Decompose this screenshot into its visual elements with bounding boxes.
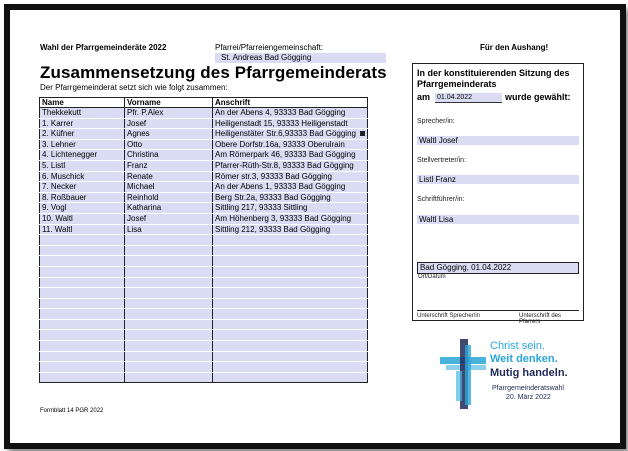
- table-row-empty: [40, 362, 368, 373]
- cell-anschrift[interactable]: An der Abens 4, 93333 Bad Gögging: [213, 108, 368, 119]
- cell-vorname[interactable]: Reinhold: [125, 192, 213, 203]
- table-row: [40, 203, 368, 214]
- cell-vorname[interactable]: [125, 277, 213, 288]
- table-row: [40, 224, 368, 235]
- cell-vorname[interactable]: [125, 298, 213, 309]
- cell-anschrift[interactable]: [213, 277, 368, 288]
- stellvertreter-field[interactable]: Listl Franz: [417, 175, 579, 184]
- cell-anschrift[interactable]: Pfarrer-Rüth-Str.8, 93333 Bad Gögging: [213, 160, 368, 171]
- box-elected-label: wurde gewählt:: [505, 92, 571, 102]
- table-row-empty: [40, 351, 368, 362]
- column-header-name: Name: [40, 98, 125, 108]
- cell-name[interactable]: [40, 372, 125, 383]
- table-header-row: [40, 98, 368, 108]
- page-subtitle: Der Pfarrgemeinderat setzt sich wie folgt zusammen:: [40, 83, 228, 92]
- members-table: [39, 97, 368, 383]
- cell-vorname[interactable]: Renate: [125, 171, 213, 182]
- table-row: [40, 171, 368, 182]
- cell-anschrift[interactable]: Obere Dorfstr.16a, 93333 Oberulrain: [213, 139, 368, 150]
- table-row-empty: [40, 256, 368, 267]
- overflow-marker-icon: [360, 131, 365, 136]
- cell-anschrift[interactable]: [213, 245, 368, 256]
- box-heading: In der konstituierenden Sitzung des Pfarrgemeinderats: [417, 68, 570, 89]
- column-header-anschrift: Anschrift: [213, 98, 368, 108]
- table-row: [40, 118, 368, 129]
- cell-vorname[interactable]: Agnes: [125, 129, 213, 140]
- logo-election-date: 20. März 2022: [506, 394, 551, 401]
- cell-vorname[interactable]: [125, 288, 213, 299]
- cell-name[interactable]: Thekkekutt: [40, 108, 125, 119]
- cell-anschrift[interactable]: Am Römerpark 46, 93333 Bad Gögging: [213, 150, 368, 161]
- cell-vorname[interactable]: [125, 372, 213, 383]
- cell-vorname[interactable]: Franz: [125, 160, 213, 171]
- table-row-empty: [40, 330, 368, 341]
- cell-anschrift[interactable]: Heiligenstadt 15, 93333 Heiligenstadt: [213, 118, 368, 129]
- parish-label: Pfarrei/Pfarreiengemeinschaft:: [215, 43, 324, 52]
- cell-anschrift[interactable]: [213, 235, 368, 246]
- cell-name[interactable]: 5. Listl: [40, 160, 125, 171]
- parish-field[interactable]: St. Andreas Bad Gögging: [215, 53, 386, 63]
- form-page: [10, 10, 620, 443]
- cell-name[interactable]: [40, 235, 125, 246]
- cell-name[interactable]: [40, 256, 125, 267]
- cell-vorname[interactable]: Lisa: [125, 224, 213, 235]
- cell-vorname[interactable]: Christina: [125, 150, 213, 161]
- cell-anschrift[interactable]: An der Abens 1, 93333 Bad Gögging: [213, 182, 368, 193]
- cell-name[interactable]: [40, 341, 125, 352]
- session-date-field[interactable]: 01.04.2022: [435, 93, 502, 103]
- cell-name[interactable]: [40, 330, 125, 341]
- table-row-empty: [40, 288, 368, 299]
- table-row-empty: [40, 266, 368, 277]
- signature-speaker-label: Unterschrift Sprecher/in: [417, 313, 481, 319]
- cell-anschrift[interactable]: [213, 330, 368, 341]
- cell-vorname[interactable]: [125, 351, 213, 362]
- logo-election-name: Pfarrgemeinderatswahl: [492, 385, 564, 392]
- cell-vorname[interactable]: [125, 362, 213, 373]
- cross-logo-icon: [438, 335, 490, 415]
- table-row: [40, 139, 368, 150]
- table-row-empty: [40, 341, 368, 352]
- table-row-empty: [40, 319, 368, 330]
- cell-vorname[interactable]: Katharina: [125, 203, 213, 214]
- signature-pastor-label: Unterschrift des Pfarrers: [519, 313, 562, 325]
- schriftfuehrer-field[interactable]: Waltl Lisa: [417, 215, 579, 224]
- election-result-box: [412, 63, 584, 325]
- cell-vorname[interactable]: Michael: [125, 182, 213, 193]
- cell-vorname[interactable]: Josef: [125, 118, 213, 129]
- cell-name[interactable]: 1. Karrer: [40, 118, 125, 129]
- place-date-field[interactable]: Bad Gögging, 01.04.2022: [417, 262, 579, 274]
- sprecher-field[interactable]: Waltl Josef: [417, 136, 579, 145]
- cell-name[interactable]: 7. Necker: [40, 182, 125, 193]
- cell-name[interactable]: 8. Roßbauer: [40, 192, 125, 203]
- cell-anschrift[interactable]: [213, 362, 368, 373]
- cell-name[interactable]: [40, 288, 125, 299]
- logo-slogan-1: Christ sein.: [490, 340, 546, 352]
- cell-vorname[interactable]: Pfr. P.Alex: [125, 108, 213, 119]
- campaign-logo: [438, 335, 588, 415]
- cell-name[interactable]: [40, 351, 125, 362]
- table-row-empty: [40, 235, 368, 246]
- table-row: [40, 160, 368, 171]
- box-am-label: am: [417, 92, 431, 102]
- cell-anschrift[interactable]: [213, 288, 368, 299]
- posting-note: Für den Aushang!: [480, 43, 549, 52]
- cell-anschrift[interactable]: [213, 341, 368, 352]
- cell-anschrift[interactable]: Am Höhenberg 3, 93333 Bad Gögging: [213, 213, 368, 224]
- stellvertreter-label: Stellvertreter/in:: [417, 157, 467, 164]
- cell-name[interactable]: [40, 245, 125, 256]
- cell-name[interactable]: [40, 362, 125, 373]
- cell-name[interactable]: 6. Muschick: [40, 171, 125, 182]
- table-row-empty: [40, 309, 368, 320]
- cell-anschrift[interactable]: [213, 351, 368, 362]
- cell-anschrift[interactable]: Sittling 212, 93333 Bad Gögging: [213, 224, 368, 235]
- cell-name[interactable]: 2. Küfner: [40, 129, 125, 140]
- cell-anschrift[interactable]: [213, 372, 368, 383]
- table-row-empty: [40, 277, 368, 288]
- cell-vorname[interactable]: [125, 341, 213, 352]
- table-row: [40, 150, 368, 161]
- cell-name[interactable]: 9. Vogl: [40, 203, 125, 214]
- cell-anschrift[interactable]: Berg Str.2a, 93333 Bad Gögging: [213, 192, 368, 203]
- cell-anschrift[interactable]: Heiligenstäter Str.6,93333 Bad Gögging: [213, 129, 368, 140]
- table-row-empty: [40, 245, 368, 256]
- table-row: [40, 129, 368, 140]
- cell-anschrift[interactable]: [213, 266, 368, 277]
- cell-anschrift[interactable]: [213, 319, 368, 330]
- table-row: [40, 192, 368, 203]
- logo-slogan-2: Weit denken.: [490, 353, 558, 365]
- table-row: [40, 213, 368, 224]
- place-date-label: Ort/Datum: [418, 274, 446, 280]
- cell-vorname[interactable]: [125, 235, 213, 246]
- document-frame: [4, 4, 626, 449]
- form-number: Formblatt 14 PGR 2022: [40, 408, 104, 414]
- cell-name[interactable]: 11. Waltl: [40, 224, 125, 235]
- table-row: [40, 182, 368, 193]
- cell-name[interactable]: 3. Lehner: [40, 139, 125, 150]
- page-title: Zusammensetzung des Pfarrgemeinderats: [40, 63, 387, 82]
- cell-vorname[interactable]: Josef: [125, 213, 213, 224]
- cell-vorname[interactable]: [125, 319, 213, 330]
- cell-anschrift[interactable]: [213, 256, 368, 267]
- table-row-empty: [40, 372, 368, 383]
- column-header-vorname: Vorname: [125, 98, 213, 108]
- logo-slogan-3: Mutig handeln.: [490, 367, 568, 379]
- cell-name[interactable]: 10. Waltl: [40, 213, 125, 224]
- sprecher-label: Sprecher/in:: [417, 118, 455, 125]
- cell-anschrift[interactable]: [213, 309, 368, 320]
- cell-name[interactable]: 4. Lichtenegger: [40, 150, 125, 161]
- cell-vorname[interactable]: Otto: [125, 139, 213, 150]
- table-row-empty: [40, 298, 368, 309]
- cell-vorname[interactable]: [125, 266, 213, 277]
- cell-name[interactable]: [40, 277, 125, 288]
- election-heading: Wahl der Pfarrgemeinderäte 2022: [40, 43, 167, 52]
- cell-name[interactable]: [40, 309, 125, 320]
- signature-line: [417, 310, 579, 311]
- cell-vorname[interactable]: [125, 309, 213, 320]
- schriftfuehrer-label: Schriftführer/in:: [417, 196, 465, 203]
- table-row: [40, 108, 368, 119]
- cell-vorname[interactable]: [125, 256, 213, 267]
- cell-anschrift[interactable]: [213, 298, 368, 309]
- cell-anschrift[interactable]: Römer str.3, 93333 Bad Gögging: [213, 171, 368, 182]
- cell-anschrift[interactable]: Sittling 217, 93333 Sittling: [213, 203, 368, 214]
- cell-name[interactable]: [40, 319, 125, 330]
- cell-name[interactable]: [40, 298, 125, 309]
- cell-vorname[interactable]: [125, 330, 213, 341]
- cell-name[interactable]: [40, 266, 125, 277]
- cell-vorname[interactable]: [125, 245, 213, 256]
